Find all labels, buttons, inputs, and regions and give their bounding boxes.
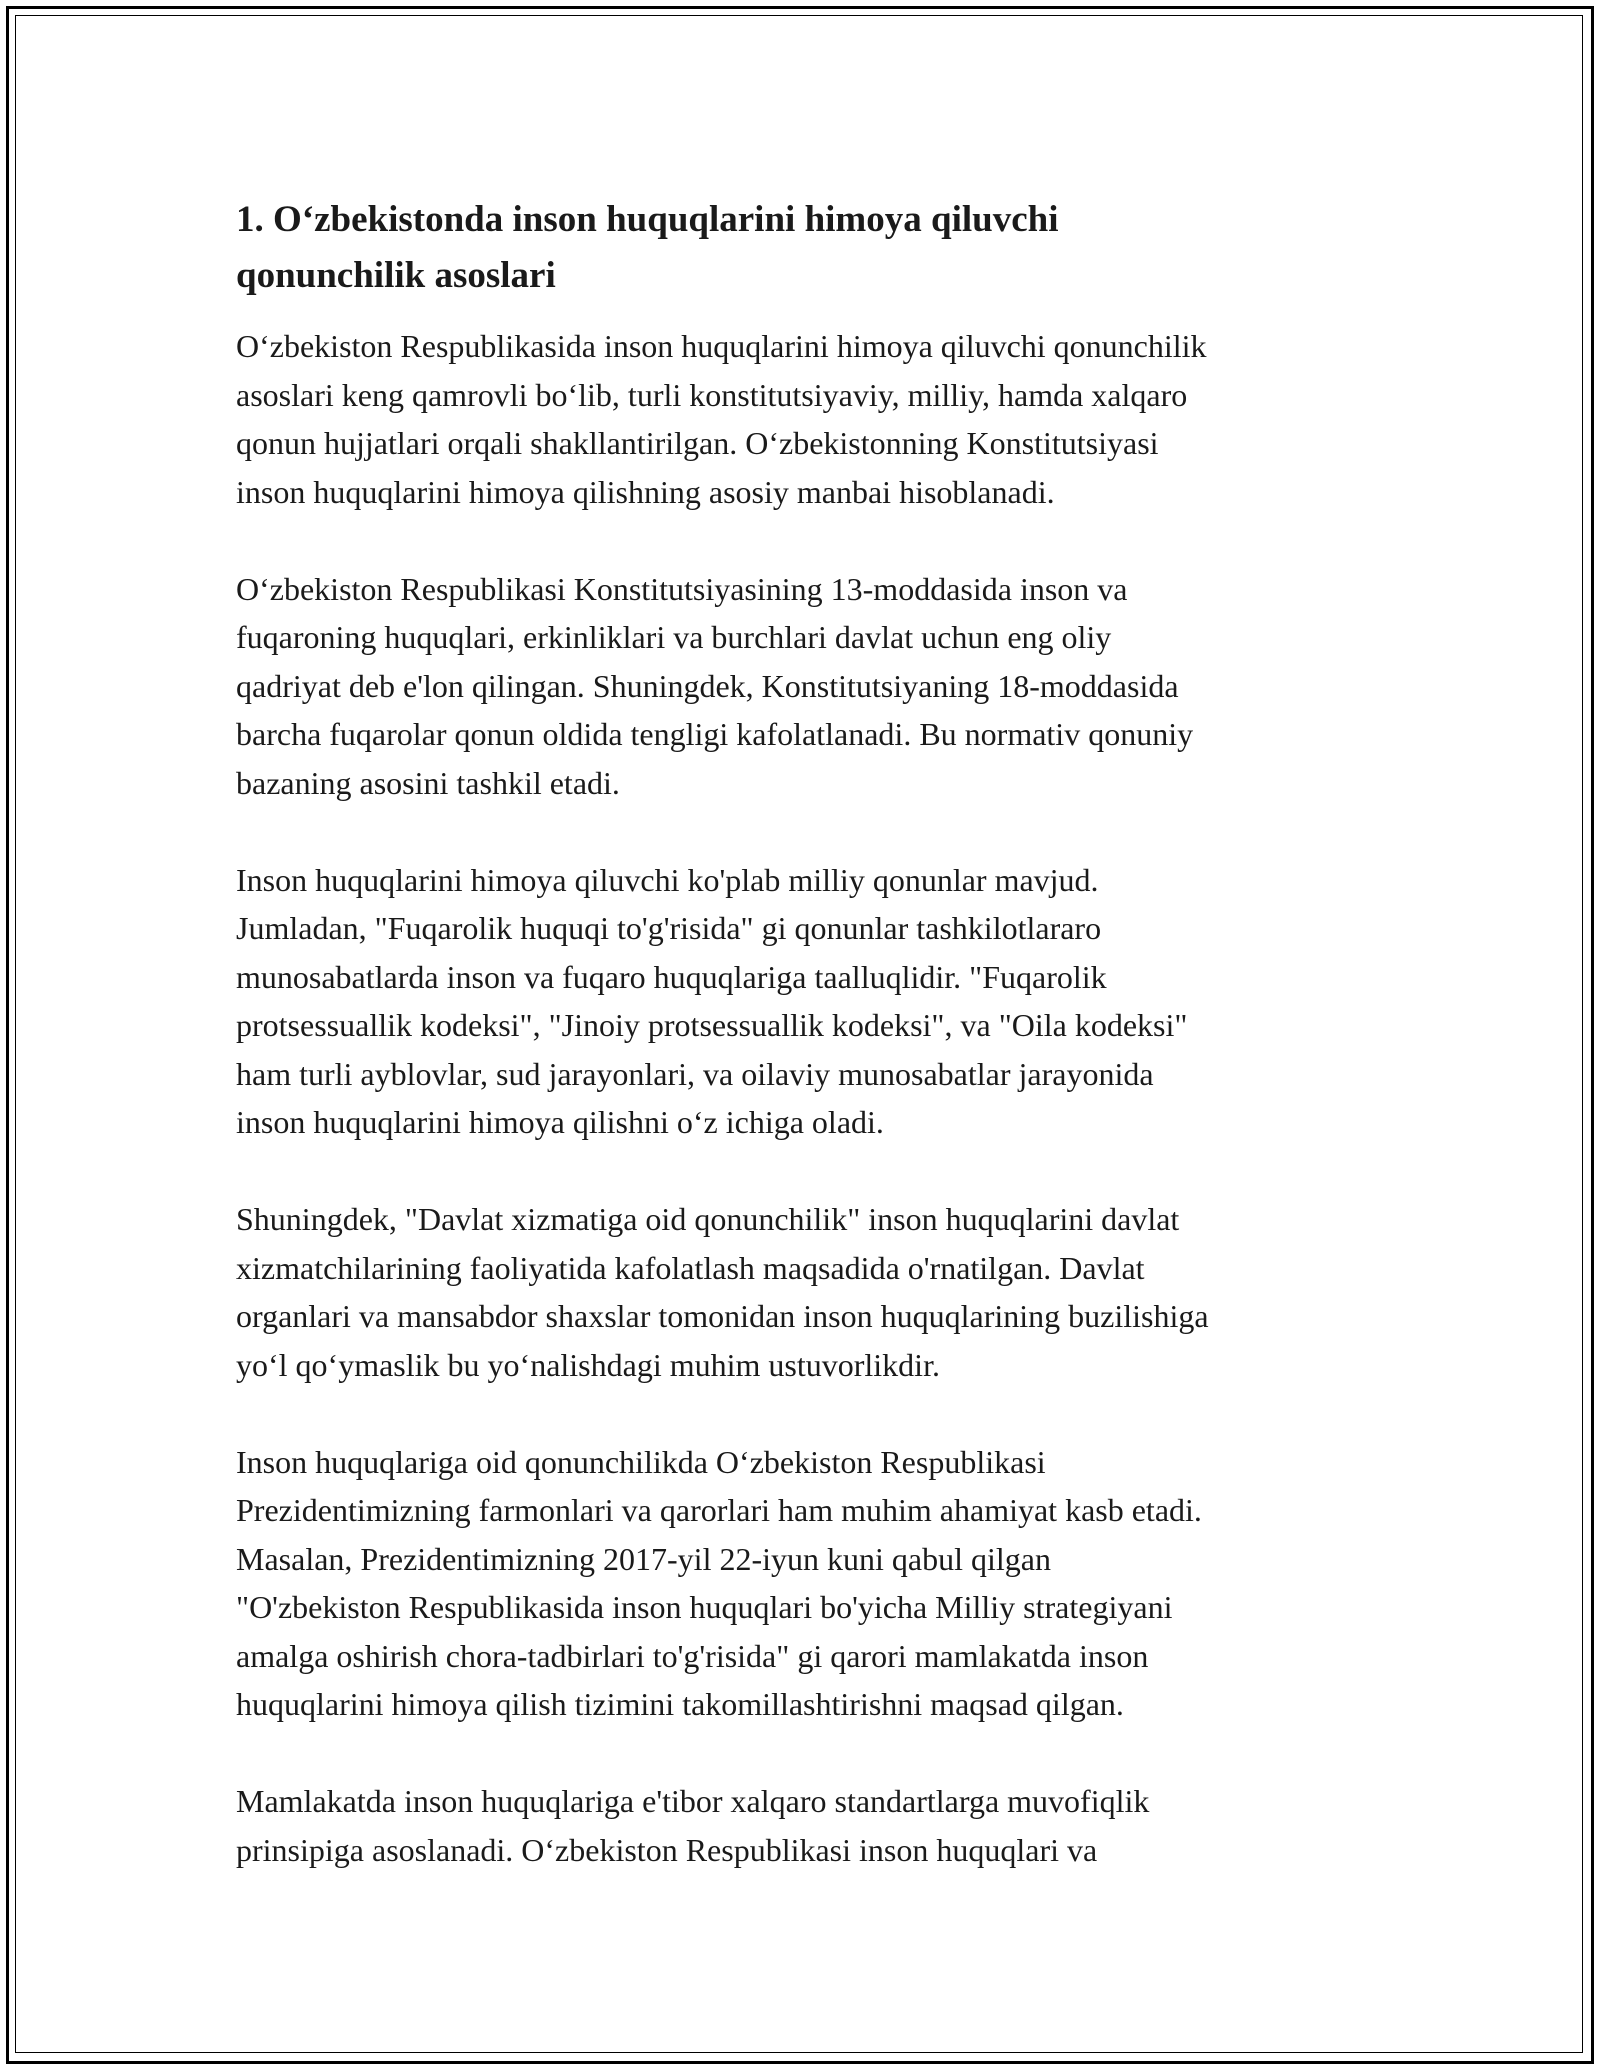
text-line: qonun hujjatlari orqali shakllantirilgan. O‘zbekistonning Konstitutsiyasi [236, 425, 1159, 461]
text-line: munosabatlarda inson va fuqaro huquqlariga taalluqlidir. "Fuqarolik [236, 958, 1107, 995]
text-line: Inson huquqlarini himoya qiluvchi ko'plab milliy qonunlar mavjud. [236, 861, 1099, 898]
text-line: Mamlakatda inson huquqlariga e'tibor xalqaro standartlarga muvofiqlik [236, 1783, 1150, 1819]
text-line: Prezidentimizning farmonlari va qarorlari ham muhim ahamiyat kasb etadi. [236, 1492, 1202, 1528]
text-line: barcha fuqarolar qonun oldida tengligi kafolatlanadi. Bu normativ qonuniy [236, 716, 1194, 752]
text-line: "O'zbekiston Respublikasida inson huquqlari bo'yicha Milliy strategiyani [236, 1589, 1173, 1625]
text-line: O‘zbekiston Respublikasi Konstitutsiyasining 13-moddasida inson va [236, 570, 1128, 607]
text-line: Shuningdek, "Davlat xizmatiga oid qonunchilik" inson huquqlarini davlat [236, 1201, 1180, 1237]
text-line: Inson huquqlariga oid qonunchilikda O‘zbekiston Respublikasi [236, 1443, 1046, 1480]
text-line: inson huquqlarini himoya qilishning asosiy manbai hisoblanadi. [236, 473, 1055, 510]
paragraph-constitution-basis [236, 322, 1376, 516]
text-line: fuqaroning huquqlari, erkinliklari va burchlari davlat uchun eng oliy [236, 619, 1112, 655]
paragraph-presidential-decrees [236, 1438, 1376, 1729]
text-line: prinsipiga asoslanadi. O‘zbekiston Respublikasi inson huquqlari va [236, 1831, 1098, 1868]
text-line: yo‘l qo‘ymaslik bu yo‘nalishdagi muhim ustuvorlikdir. [236, 1346, 940, 1383]
text-line: bazaning asosini tashkil etadi. [236, 764, 620, 801]
text-line: Jumladan, "Fuqarolik huquqi to'g'risida" gi qonunlar tashkilotlararo [236, 910, 1102, 946]
section-title-line: 1. O‘zbekistonda inson huquqlarini himoya qiluvchi [236, 199, 1059, 240]
document-body [236, 192, 1376, 1923]
text-line: Masalan, Prezidentimizning 2017-yil 22-iyun kuni qabul qilgan [236, 1540, 1051, 1577]
text-line: qadriyat deb e'lon qilingan. Shuningdek, Konstitutsiyaning 18-moddasida [236, 667, 1179, 704]
text-line: xizmatchilarining faoliyatida kafolatlash maqsadida o'rnatilgan. Davlat [236, 1249, 1145, 1286]
section-title-line: qonunchilik asoslari [236, 255, 556, 296]
paragraph-civil-service [236, 1195, 1376, 1389]
text-line: organlari va mansabdor shaxslar tomonidan inson huquqlarining buzilishiga [236, 1298, 1209, 1334]
paragraph-constitution-articles [236, 565, 1376, 808]
text-line: huquqlarini himoya qilish tizimini takomillashtirishni maqsad qilgan. [236, 1686, 1124, 1722]
text-line: asoslari keng qamrovli bo‘lib, turli konstitutsiyaviy, milliy, hamda xalqaro [236, 376, 1188, 413]
text-line: protsessuallik kodeksi", "Jinoiy protsessuallik kodeksi", va "Oila kodeksi" [236, 1007, 1188, 1043]
section-title [236, 192, 1376, 304]
paragraph-national-laws [236, 856, 1376, 1147]
text-line: inson huquqlarini himoya qilishni o‘z ichiga oladi. [236, 1104, 884, 1140]
paragraph-international-standards [236, 1777, 1376, 1874]
text-line: ham turli ayblovlar, sud jarayonlari, va oilaviy munosabatlar jarayonida [236, 1055, 1154, 1092]
text-line: amalga oshirish chora-tadbirlari to'g'risida" gi qarori mamlakatda inson [236, 1637, 1149, 1674]
text-line: O‘zbekiston Respublikasida inson huquqlarini himoya qiluvchi qonunchilik [236, 328, 1207, 364]
